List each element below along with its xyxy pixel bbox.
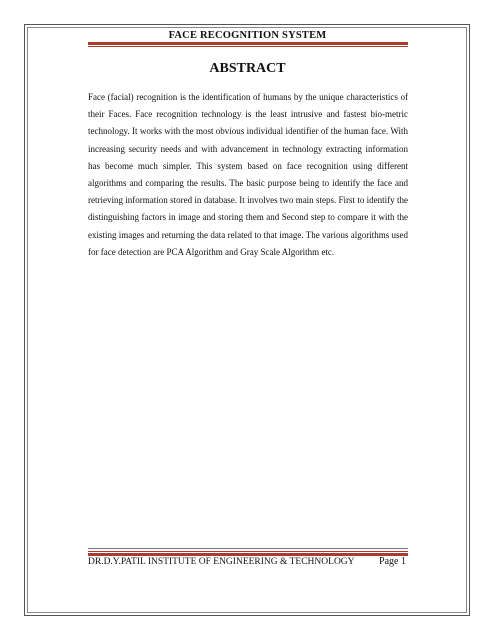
header-rule-thin [88, 46, 408, 47]
footer-page-number: Page 1 [379, 556, 406, 567]
footer-rule-thick [88, 553, 408, 556]
abstract-paragraph: Face (facial) recognition is the identification of humans by the unique characteristics of their Faces. Face recognition technology is the least intrusive and fastest bio-metric technology. It works with the most obvious individual identifier of the human face. With increasing security needs and with advancement in technology extracting information has become much simpler. This system based on face recognition using different algorithms and comparing the results. The basic purpose being to identify the face and retrieving information stored in database. It involves two main steps. First to identify the distinguishing factors in image and storing them and Second step to compare it with the existing images and returning the data related to that image. The various algorithms used for face detection are PCA Algorithm and Gray Scale Algorithm etc. [88, 92, 408, 257]
header-rule-thick [88, 42, 408, 45]
header-title: FACE RECOGNITION SYSTEM [168, 30, 327, 41]
footer-institute: DR.D.Y.PATIL INSTITUTE OF ENGINEERING & TECHNOLOGY [88, 557, 355, 567]
footer-rule-thin [88, 551, 408, 552]
abstract-heading: ABSTRACT [209, 61, 286, 76]
footer-rule-grey [88, 548, 408, 549]
